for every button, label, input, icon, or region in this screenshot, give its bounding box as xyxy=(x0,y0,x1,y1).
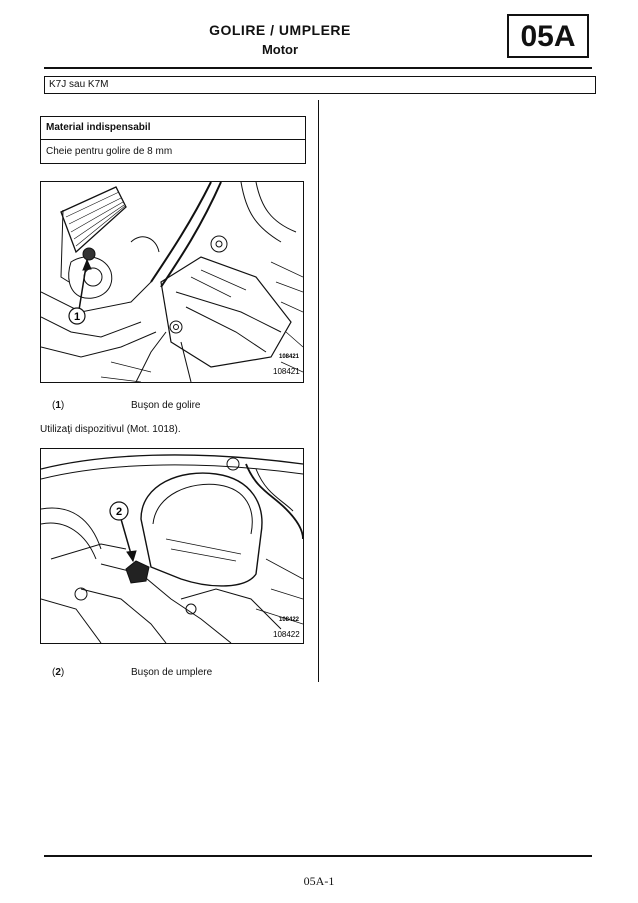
figure-fill-plug xyxy=(40,448,304,644)
section-code-badge: 05A xyxy=(507,14,589,58)
material-heading: Material indispensabil xyxy=(41,117,305,140)
page-subtitle: Motor xyxy=(261,42,299,57)
column-divider xyxy=(318,100,319,682)
legend2-number-bold: 2 xyxy=(55,667,61,678)
engine-drawing-2 xyxy=(41,449,303,643)
engine-drawing-1 xyxy=(41,182,303,382)
page-title: GOLIRE / UMPLERE xyxy=(209,22,351,38)
legend1-number: (1) xyxy=(52,400,65,411)
figure-drain-plug xyxy=(40,181,304,383)
instruction-text: Utilizaţi dispozitivul (Mot. 1018). xyxy=(40,424,181,435)
material-item: Cheie pentru golire de 8 mm xyxy=(46,146,173,157)
material-table xyxy=(40,116,306,164)
figure2-number: 108422 xyxy=(273,630,300,639)
figure1-number: 108421 xyxy=(273,367,300,376)
legend2-text: Buşon de umplere xyxy=(131,667,213,678)
engine-codes-bar: K7J sau K7M xyxy=(44,76,596,94)
legend1-text: Buşon de golire xyxy=(131,400,201,411)
figure1-inset-number: 108421 xyxy=(279,354,300,360)
callout-label-1: 1 xyxy=(73,311,81,323)
footer-rule xyxy=(44,855,592,857)
header-rule xyxy=(44,67,592,69)
callout-label-2: 2 xyxy=(115,506,123,518)
page-number: 05A-1 xyxy=(303,874,335,888)
legend1-number-bold: 1 xyxy=(55,400,61,411)
legend2-number: (2) xyxy=(52,667,65,678)
figure2-inset-number: 108422 xyxy=(279,617,300,623)
